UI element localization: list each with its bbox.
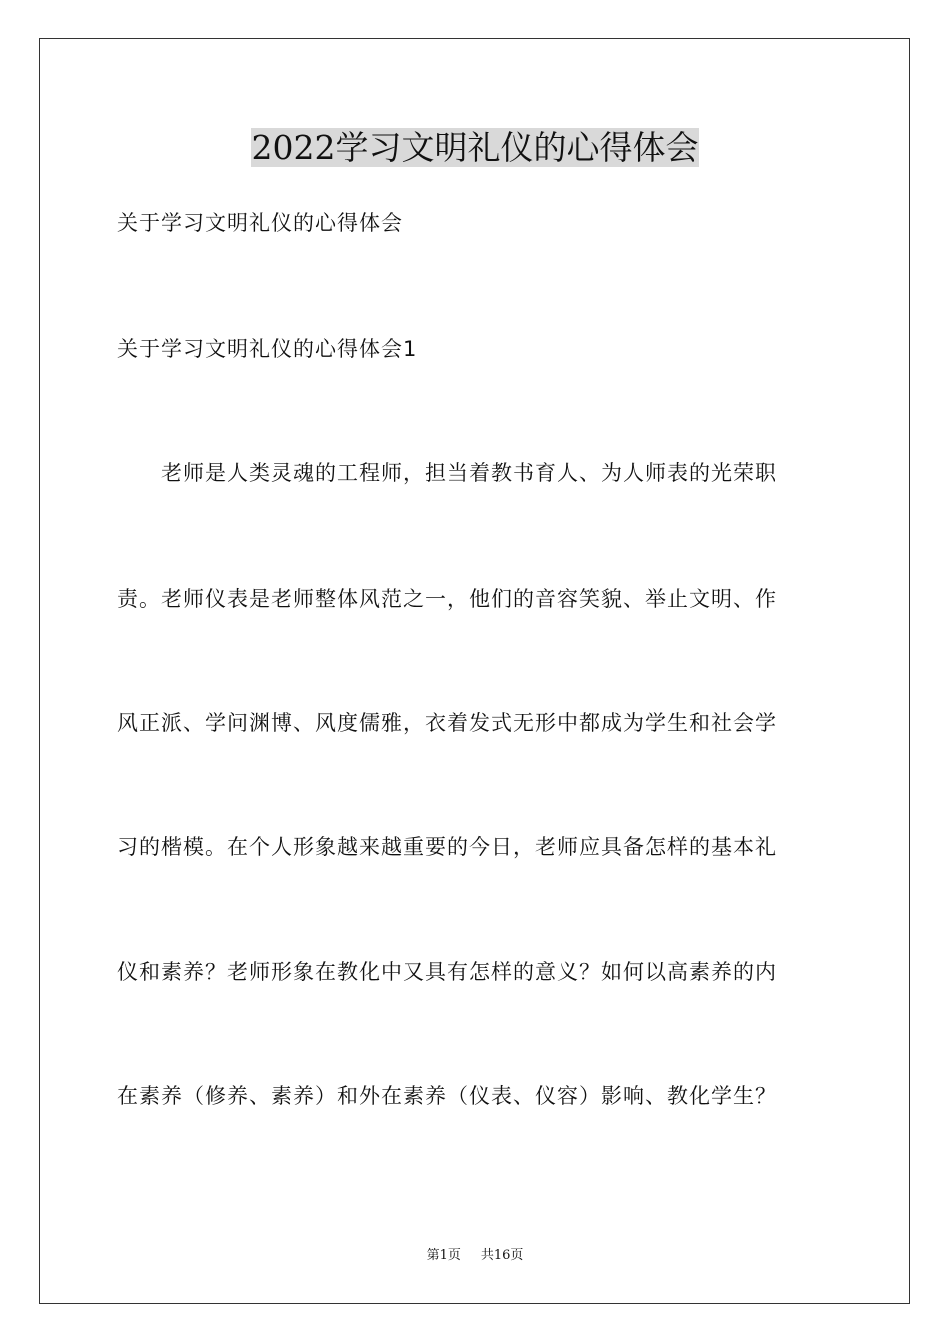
- subtitle-line: 关于学习文明礼仪的心得体会: [117, 211, 403, 235]
- page-footer: [0, 1247, 950, 1265]
- section-heading: 关于学习文明礼仪的心得体会1: [117, 337, 418, 361]
- paragraph-line-1: 老师是人类灵魂的工程师，担当着教书育人、为人师表的光荣职: [117, 461, 777, 485]
- paragraph-line-3: 风正派、学问渊博、风度儒雅，衣着发式无形中都成为学生和社会学: [117, 711, 777, 735]
- document-title: [0, 124, 950, 172]
- page-number-label: 第1页: [426, 1248, 461, 1263]
- paragraph-line-5: 仪和素养？老师形象在教化中又具有怎样的意义？如何以高素养的内: [117, 960, 777, 984]
- total-pages-label: 共16页: [480, 1248, 524, 1263]
- document-title-text: 2022学习文明礼仪的心得体会: [251, 128, 699, 167]
- paragraph-line-2: 责。老师仪表是老师整体风范之一，他们的音容笑貌、举止文明、作: [117, 587, 777, 611]
- paragraph-line-4: 习的楷模。在个人形象越来越重要的今日，老师应具备怎样的基本礼: [117, 835, 777, 859]
- paragraph-line-6: 在素养（修养、素养）和外在素养（仪表、仪容）影响、教化学生？: [117, 1084, 777, 1108]
